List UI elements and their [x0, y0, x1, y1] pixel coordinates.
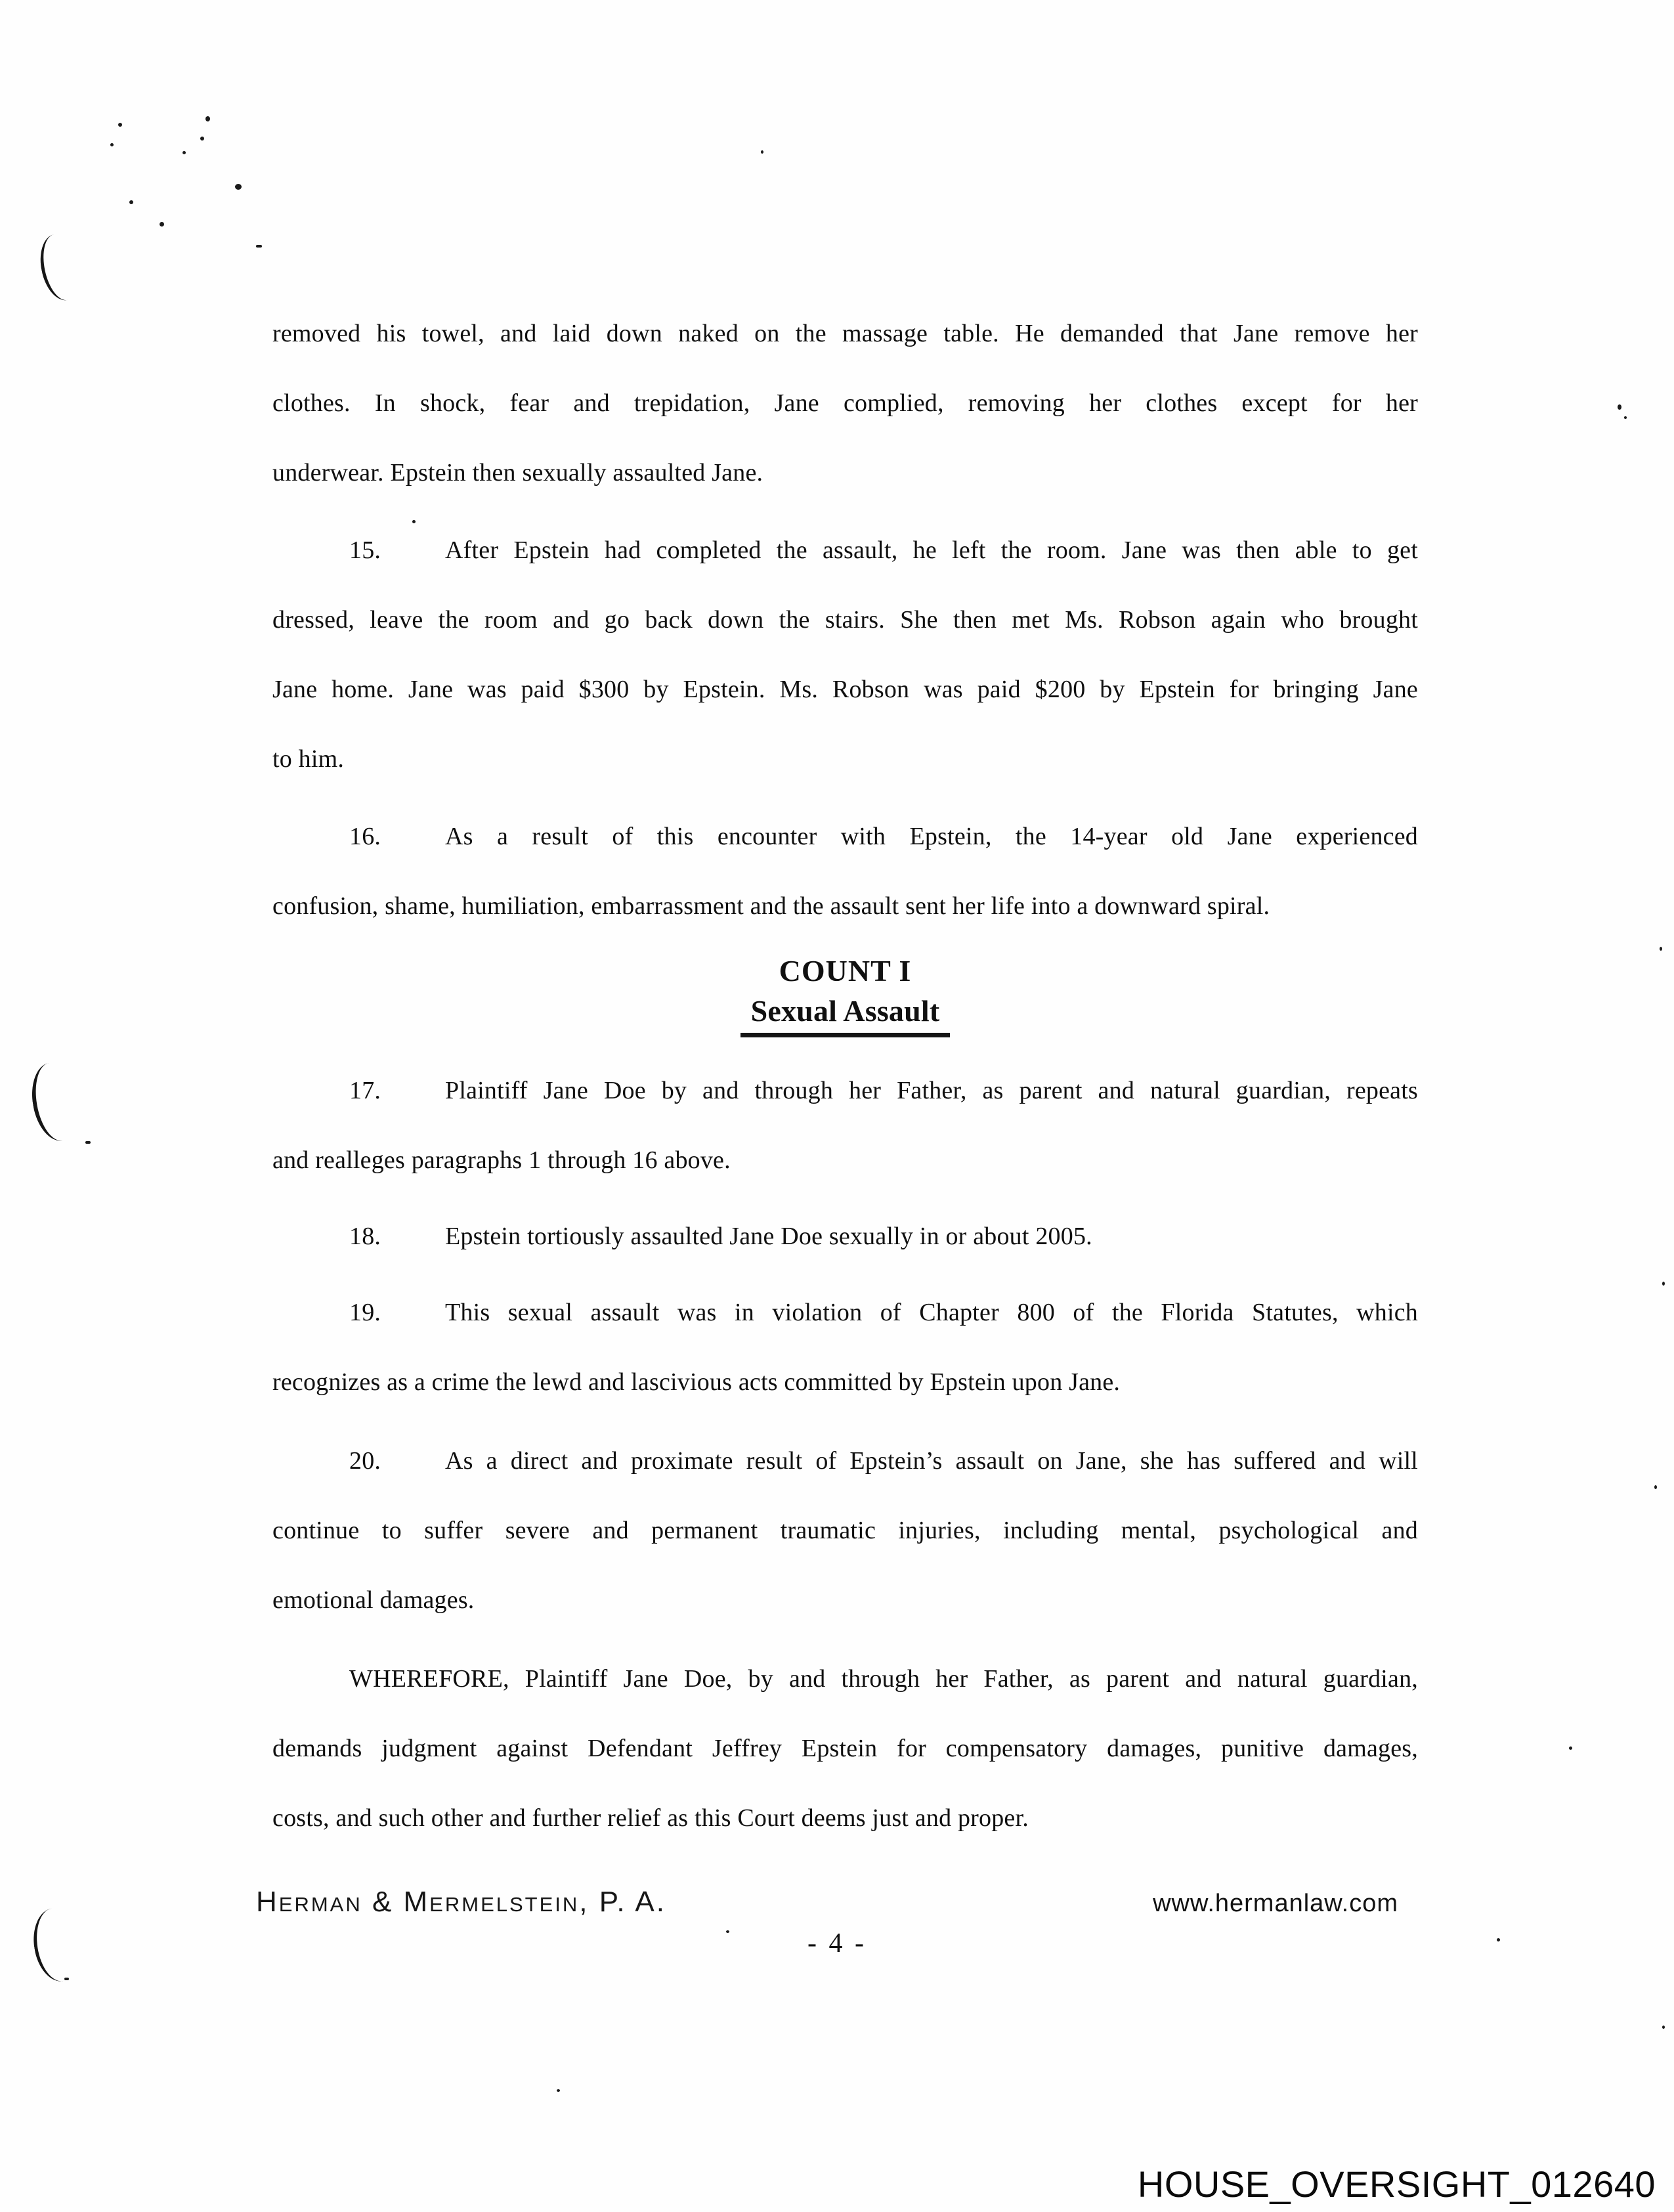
footer-firm-name: Herman & Mermelstein, P. A.	[256, 1886, 666, 1918]
text-line: continue to suffer severe and permanent traumatic injuries, including mental, psychological and	[272, 1517, 1418, 1544]
paragraph-18	[272, 1202, 1418, 1271]
text-line: WHEREFORE, Plaintiff Jane Doe, by and through her Father, as parent and natural guardian,	[349, 1665, 1418, 1693]
paragraph-first-line: Plaintiff Jane Doe by and through her Father, as parent and natural guardian, repeats	[445, 1077, 1418, 1104]
bates-stamp: HOUSE_OVERSIGHT_012640	[1137, 2163, 1656, 2205]
text-line	[272, 515, 1418, 585]
text-line: removed his towel, and laid down naked on the massage table. He demanded that Jane remove her	[272, 320, 1418, 347]
paragraph-first-line: As a direct and proximate result of Epstein’s assault on Jane, she has suffered and will	[445, 1447, 1418, 1475]
paragraph-number: 16.	[349, 823, 381, 850]
text-line	[272, 1056, 1418, 1125]
text-line	[272, 1202, 1418, 1271]
text-line: clothes. In shock, fear and trepidation, Jane complied, removing her clothes except for her	[272, 389, 1418, 417]
text-line: dressed, leave the room and go back down the stairs. She then met Ms. Robson again who brought	[272, 606, 1418, 634]
count-title: COUNT I	[779, 954, 912, 987]
paragraph-15	[272, 515, 1418, 794]
count-subtitle	[272, 991, 1418, 1037]
text-line: recognizes as a crime the lewd and lascivious acts committed by Epstein upon Jane.	[272, 1368, 1121, 1396]
paragraph-number: 19.	[349, 1299, 381, 1326]
paragraph-17	[272, 1056, 1418, 1195]
text-line: to him.	[272, 745, 345, 773]
scan-mark-paren-top	[35, 230, 87, 304]
document-body	[272, 299, 1418, 1853]
page-number: - 4 -	[807, 1928, 867, 1959]
paragraph-20	[272, 1426, 1418, 1635]
paragraph-number: 17.	[349, 1077, 381, 1104]
text-line	[272, 1278, 1418, 1347]
paragraph-continuation	[272, 299, 1418, 508]
paragraph-first-line: This sexual assault was in violation of Chapter 800 of the Florida Statutes, which	[445, 1299, 1418, 1326]
count-heading	[272, 951, 1418, 1037]
footer-website: www.hermanlaw.com	[1153, 1890, 1398, 1917]
text-line: underwear. Epstein then sexually assaulted Jane.	[272, 459, 763, 487]
paragraph-number: 18.	[349, 1223, 381, 1250]
page-footer	[256, 1886, 1398, 1920]
paragraph-first-line: As a result of this encounter with Epstein, the 14-year old Jane experienced	[445, 823, 1418, 850]
paragraph-number: 15.	[349, 536, 381, 564]
paragraph-number: 20.	[349, 1447, 381, 1475]
paragraph-19	[272, 1278, 1418, 1417]
text-line: demands judgment against Defendant Jeffrey Epstein for compensatory damages, punitive damages,	[272, 1735, 1418, 1762]
count-subtitle-text: Sexual Assault	[740, 991, 951, 1037]
text-line: and realleges paragraphs 1 through 16 above.	[272, 1146, 731, 1174]
paragraph-first-line: Epstein tortiously assaulted Jane Doe sexually in or about 2005.	[445, 1223, 1092, 1250]
paragraph-16	[272, 802, 1418, 941]
paragraph-wherefore	[272, 1644, 1418, 1853]
text-line: costs, and such other and further relief as this Court deems just and proper.	[272, 1804, 1029, 1832]
text-line: confusion, shame, humiliation, embarrassment and the assault sent her life into a downward spiral.	[272, 892, 1270, 920]
paragraph-first-line: After Epstein had completed the assault, he left the room. Jane was then able to get	[445, 536, 1418, 564]
text-line	[272, 802, 1418, 871]
text-line: emotional damages.	[272, 1586, 475, 1614]
text-line	[272, 1426, 1418, 1496]
text-line: Jane home. Jane was paid $300 by Epstein. Ms. Robson was paid $200 by Epstein for bringing Jane	[272, 676, 1418, 703]
scan-mark-paren-middle	[26, 1059, 85, 1144]
